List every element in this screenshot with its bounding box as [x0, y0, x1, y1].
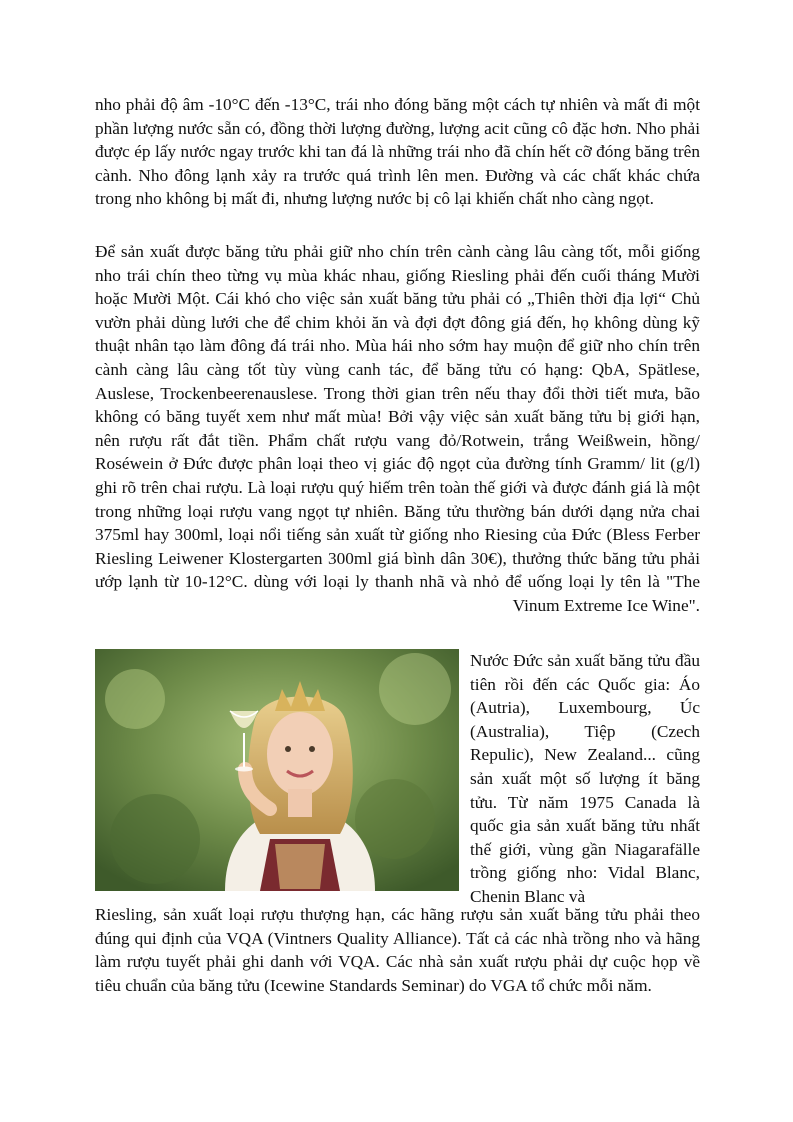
paragraph-2: Để sản xuất được băng tửu phải giữ nho chín trên cành càng lâu càng tốt, mỗi giống nho trái chín theo từng vụ mùa khác nhau, giống Riesling phải đến cuối tháng Mười hoặc Mười Một. Cái khó cho việc sản xuất băng tửu phải có „Thiên thời địa lợi“ Chủ vườn phải dùng lưới che để chim khỏi ăn và đợi đợt đông giá đến, họ không dùng kỹ thuật nhân tạo làm đông đá trái nho. Mùa hái nho sớm hay muộn để giữ nho chín trên cành càng lâu càng tốt tùy vùng canh tác, để băng tửu có hạng: QbA, Spätlese, Auslese, Trockenbeerenauslese. Trong thời gian trên nếu thay đổi thời tiết mưa, bão không có băng tuyết xem như mất mùa! Bởi vậy việc sản xuất băng tửu bị giới hạn, nên rượu rất đắt tiền. Phẩm chất rượu vang đỏ/Rotwein, trắng Weißwein, hồng/ Roséwein ở Đức được phân loại theo vị giác độ ngọt của đường tính Gramm/ lit (g/l) ghi rõ trên chai rượu. Là loại rượu quý hiếm trên toàn thế giới và được đánh giá là một trong những loại rượu vang ngọt tự nhiên. Băng tửu thường bán dưới dạng nửa chai 375ml hay 300ml, loại nổi tiếng sản xuất từ giống nho Riesing của Đức (Bless Ferber Riesling Leiwener Klostergarten 300ml giá bình dân 30€), thưởng thức băng tửu phải ướp lạnh từ 10-12°C. dùng với loại ly thanh nhã và nhỏ để uống loại ly tên là "The Vinum Extreme Ice Wine".	[95, 242, 700, 615]
body-text-column-3	[95, 903, 700, 997]
photo-woman-with-wine-glass	[95, 649, 459, 891]
paragraph-1: nho phải độ âm -10°C đến -13°C, trái nho đóng băng một cách tự nhiên và mất đi một phần lượng nước sẵn có, đồng thời lượng đường, lượng acit cũng cô đặc hơn. Nho phải được ép lấy nước ngay trước khi tan đá là những trái nho đã chín hết cỡ đóng băng trên cành. Nho đông lạnh xảy ra trước quá trình lên men. Đường và các chất khác chứa trong nho không bị mất đi, nhưng lượng nước bị cô lại khiến chất nho càng ngọt.	[95, 95, 700, 209]
photo-illustration	[95, 649, 459, 891]
body-text-column-2	[95, 240, 700, 618]
paragraph-3: Riesling, sản xuất loại rượu thượng hạn, các hãng rượu sản xuất băng tửu phải theo đúng qui định của VQA (Vintners Quality Alliance). Tất cả các nhà trồng nho và hãng làm rượu tuyết phải ghi danh với VQA. Các nhà sản xuất rượu phải dự cuộc họp về tiêu chuẩn của băng tửu (Icewine Standards Seminar) do VGA tổ chức mỗi năm.	[95, 905, 700, 995]
body-text-column	[95, 93, 700, 211]
side-text-column	[470, 649, 700, 909]
side-paragraph: Nước Đức sản xuất băng tửu đầu tiên rồi đến các Quốc gia: Áo (Autria), Luxembourg, Úc (Australia), Tiệp (Czech Repulic), New Zealand... cũng sản xuất một số lượng ít băng tửu. Từ năm 1975 Canada là quốc gia sản xuất băng tửu nhất thế giới, vùng gần Niagarafälle trồng giống nho: Vidal Blanc, Chenin Blanc và	[470, 651, 700, 906]
